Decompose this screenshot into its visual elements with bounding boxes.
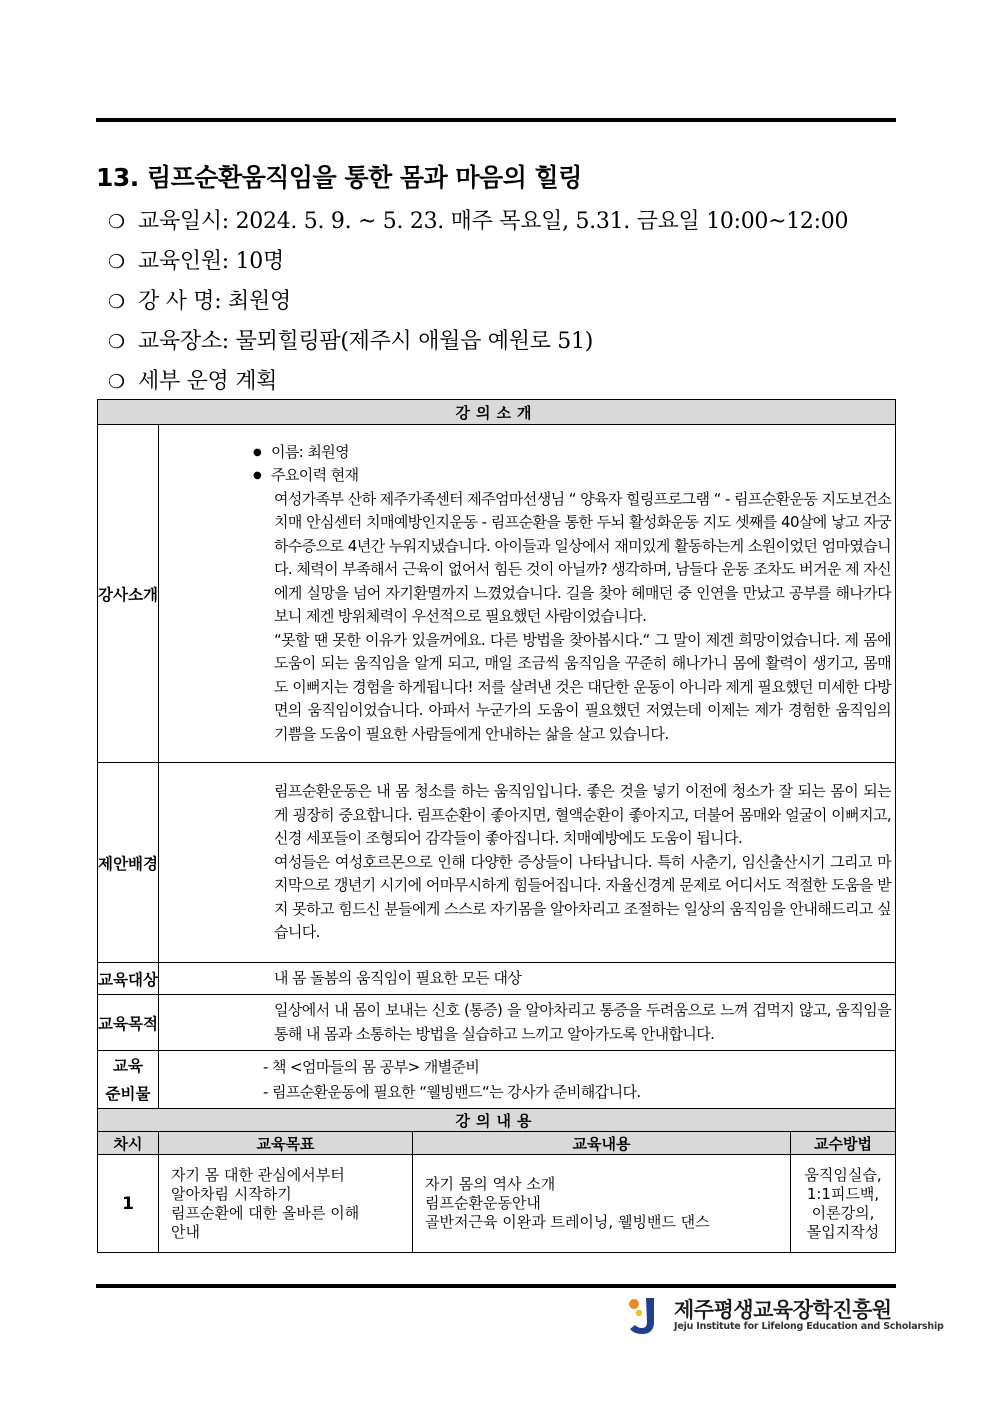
background-paragraph: 여성들은 여성호르몬으로 인해 다양한 증상들이 나타납니다. 특히 사춘기, 임신출산시기 그리고 마지막으로 갱년기 시기에 어마무시하게 힘들어집니다. 자율신경계 문제로 어디서도 적절한 도움을 받지 못하고 힘드신 분들에게 스스로 자기몸을 알아차리고 조절하는 일상의 움직임을 안내해드리고 싶습니다. — [274, 852, 892, 942]
instructor-content — [159, 425, 896, 763]
info-headcount: ❍ 교육인원: 10명 — [108, 249, 284, 274]
circle-bullet-icon: ❍ — [108, 251, 125, 273]
instructor-paragraph: “못할 땐 못한 이유가 있을꺼에요. 다른 방법을 찾아봅시다.“ 그 말이 제겐 희망이었습니다. 제 몸에 도움이 되는 움직임을 알게 되고, 매일 조금씩 움직임을 꾸준히 해나가니 몸에 활력이 생기고, 몸매도 이뻐지는 경험을 하게됩니다! 저를 살려낸 것은 대단한 운동이 아니라 제게 필요했던 미세한 다방면의 움직임이었습니다. 아파서 누군가의 도움이 필요했던 저였는데 이제는 제가 경험한 움직임의 기쁨을 도움이 필요한 사람들에게 안내하는 삶을 살고 있습니다. — [274, 630, 892, 743]
bottom-rule — [96, 1284, 896, 1288]
info-instructor: ❍ 강 사 명: 최원영 — [108, 289, 291, 314]
institute-english-name: Jeju Institute for Lifelong Education and Scholarship — [674, 1321, 944, 1332]
col-method: 교수방법 — [791, 1132, 896, 1155]
instructor-paragraph: 여성가족부 산하 제주가족센터 제주엄마선생님 “ 양육자 힐링프로그램 “ - 림프순환운동 지도보건소 치매 안심센터 치매예방인지운동 - 림프순환을 통한 두뇌 활성화운동 지도 셋째를 40살에 낳고 자궁하수증으로 4년간 누워지냈습니다. 아이들과 일상에서 재미있게 활동하는게 소원이었던 엄마였습니다. 체력이 부족해서 근육이 없어서 힘든 것이 아닐까? 생각하며, 남들다 운동 조차도 버거운 제 자신에게 실망을 넘어 자기환멸까지 느꼈었습니다. 길을 찾아 헤매던 중 인연을 만났고 공부를 해나가다보니 제겐 방위체력이 우선적으로 필요했던 사람이었습니다. — [274, 489, 892, 626]
info-schedule: ❍ 교육일시: 2024. 5. 9. ~ 5. 23. 매주 목요일, 5.31. 금요일 10:00~12:00 — [108, 209, 849, 234]
institute-name: 제주평생교육장학진흥원 — [674, 1298, 892, 1322]
target-label: 교육대상 — [98, 963, 159, 995]
col-content: 교육내용 — [413, 1132, 791, 1155]
circle-bullet-icon: ❍ — [108, 291, 125, 313]
prep-item: - 림프순환운동에 필요한 “웰빙밴드“는 강사가 준비해갑니다. — [263, 1082, 641, 1101]
background-content — [159, 763, 896, 963]
row-goal: 자기 몸 대한 관심에서부터 알아차림 시작하기 림프순환에 대한 올바른 이해 안내 — [159, 1155, 413, 1253]
institute-logo-icon — [622, 1294, 666, 1338]
intro-band: 강의소개 — [98, 400, 896, 425]
prep-content — [159, 1051, 896, 1109]
row-method: 움직임실습, 1:1피드백, 이론강의, 몰입지작성 — [791, 1155, 896, 1253]
col-session: 차시 — [98, 1132, 159, 1155]
background-paragraph: 림프순환운동은 내 몸 청소를 하는 움직임입니다. 좋은 것을 넣기 이전에 청소가 잘 되는 몸이 되는게 굉장히 중요합니다. 림프순환이 좋아지면, 혈액순환이 좋아지고, 더불어 몸매와 얼굴이 이뻐지고, 신경 세포들이 조형되어 감각들이 좋아집니다. 치매예방에도 도움이 됩니다. — [274, 782, 892, 848]
instructor-label: 강사소개 — [98, 425, 159, 763]
institute-logo — [622, 1292, 944, 1340]
circle-bullet-icon: ❍ — [108, 331, 125, 353]
target-content: 내 몸 돌봄의 움직임이 필요한 모든 대상 — [159, 963, 896, 995]
prep-label: 교육 준비물 — [98, 1051, 159, 1109]
top-rule — [96, 118, 896, 122]
info-plan: ❍ 세부 운영 계획 — [108, 369, 278, 394]
col-goal: 교육목표 — [159, 1132, 413, 1155]
row-content: 자기 몸의 역사 소개 림프순환운동안내 골반저근육 이완과 트레이닝, 웰빙밴드 댄스 — [413, 1155, 791, 1253]
goal-content: 일상에서 내 몸이 보내는 신호 (통증) 을 알아차리고 통증을 두려움으로 느껴 겁먹지 않고, 움직임을 통해 내 몸과 소통하는 방법을 실습하고 느끼고 알아가도록 안내합니다. — [274, 1001, 892, 1043]
table-row — [98, 1155, 896, 1253]
page-title: 13. 림프순환움직임을 통한 몸과 마음의 힐링 — [96, 163, 582, 192]
instructor-bullet-name: ● 이름: 최원영 — [159, 441, 891, 465]
course-table — [97, 399, 896, 1253]
circle-bullet-icon: ❍ — [108, 371, 125, 393]
info-location: ❍ 교육장소: 물뫼힐링팜(제주시 애월읍 예원로 51) — [108, 329, 593, 354]
background-label: 제안배경 — [98, 763, 159, 963]
goal-label: 교육목적 — [98, 995, 159, 1051]
content-band: 강의내용 — [98, 1109, 896, 1132]
instructor-bullet-career: ● 주요이력 현재 — [159, 464, 891, 488]
circle-bullet-icon: ❍ — [108, 211, 125, 233]
prep-item: - 책 <엄마들의 몸 공부> 개별준비 — [263, 1057, 480, 1076]
session-number: 1 — [98, 1155, 159, 1253]
